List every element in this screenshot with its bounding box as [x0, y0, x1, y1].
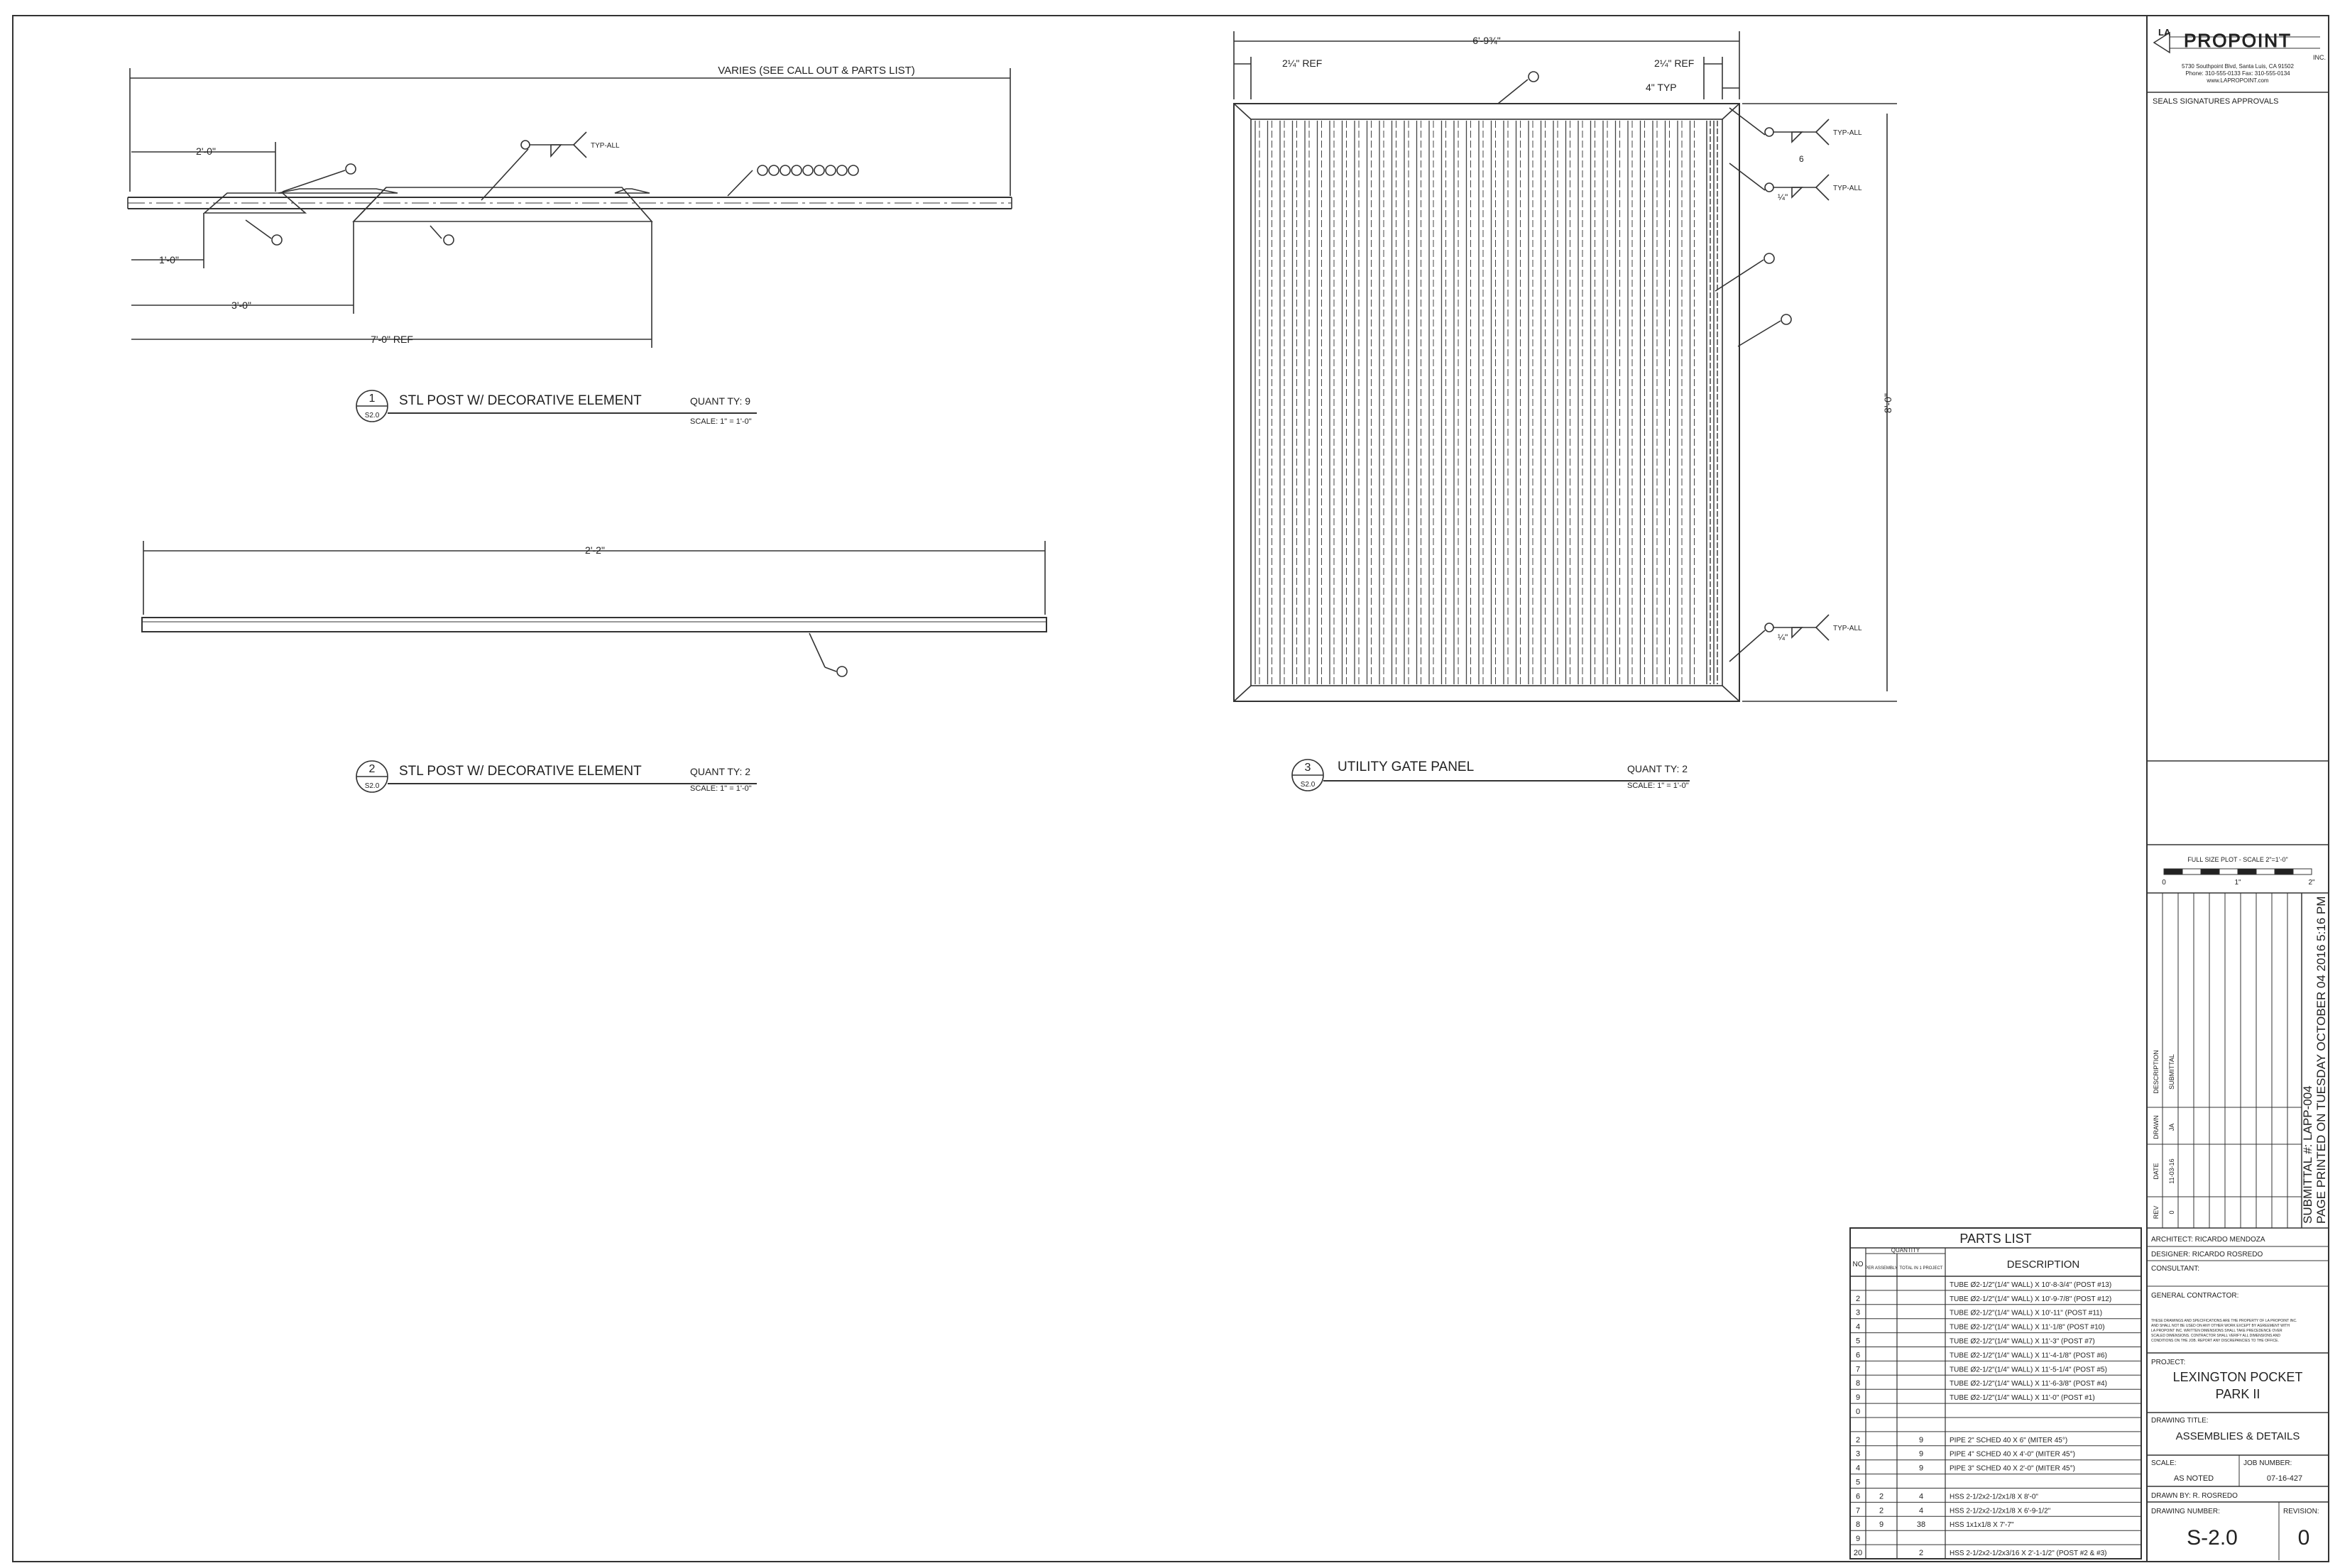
- parts-cell-total: 9: [1918, 1464, 1924, 1473]
- designer-line: DESIGNER: RICARDO ROSREDO: [2151, 1251, 2263, 1259]
- fine-print-2: AND SHALL NOT BE USED ON ANY OTHER WORK EXCEPT BY AGREEMENT WITH: [2151, 1324, 2290, 1328]
- parts-cell-no: 7: [1855, 1506, 1861, 1515]
- parts-cell-per: 2: [1879, 1492, 1884, 1501]
- detail-1-number: 1: [368, 393, 376, 405]
- parts-cell-total: 4: [1918, 1506, 1924, 1515]
- detail-3-height-dim: 8'-0": [1882, 393, 1893, 413]
- parts-cell-desc: TUBE Ø2-1/2"(1/4" WALL) X 11'-5-1/4" (POST #5): [1950, 1366, 2107, 1374]
- detail-3-ref-left: 2¼" REF: [1282, 57, 1323, 69]
- parts-cell-desc: TUBE Ø2-1/2"(1/4" WALL) X 11'-3" (POST #7): [1950, 1337, 2095, 1346]
- parts-cell-no: 7: [1855, 1365, 1861, 1374]
- parts-cell-desc: TUBE Ø2-1/2"(1/4" WALL) X 11'-1/8" (POST #10): [1950, 1323, 2105, 1332]
- revision-header-by: DRAWN: [2153, 1115, 2160, 1139]
- detail-3-weld-note-1: TYP-ALL: [1833, 129, 1862, 137]
- parts-cell-per: 9: [1879, 1520, 1884, 1530]
- scale-value: AS NOTED: [2173, 1474, 2214, 1483]
- detail-3-weld-note-3: TYP-ALL: [1833, 625, 1862, 632]
- drawing-number: S-2.0: [2187, 1526, 2238, 1550]
- project-label: PROJECT:: [2151, 1359, 2186, 1366]
- parts-cell-desc: TUBE Ø2-1/2"(1/4" WALL) X 10'-9-7/8" (POST #12): [1950, 1295, 2112, 1303]
- parts-cell-desc: HSS 2-1/2x2-1/2x1/8 X 6'-9-1/2": [1950, 1507, 2051, 1515]
- drawing-title: ASSEMBLIES & DETAILS: [2175, 1430, 2300, 1442]
- parts-cell-total: 9: [1918, 1449, 1924, 1459]
- detail-3-typ-dim: 4" TYP: [1646, 82, 1677, 93]
- project-name-line-2: PARK II: [2215, 1387, 2260, 1401]
- detail-2-quantity: QUANT TY: 2: [690, 766, 751, 777]
- parts-cell-no: 5: [1855, 1478, 1861, 1487]
- detail-1-overall-dim: VARIES (SEE CALL OUT & PARTS LIST): [718, 65, 915, 77]
- parts-header-total: TOTAL IN 1 PROJECT: [1899, 1266, 1943, 1271]
- parts-cell-desc: HSS 2-1/2x2-1/2x1/8 X 8'-0": [1950, 1493, 2038, 1501]
- detail-3-ref-right: 2¼" REF: [1654, 57, 1695, 69]
- fine-print-4: SCALED DIMENSIONS. CONTRACTOR SHALL VERIFY ALL DIMENSIONS AND: [2151, 1334, 2280, 1338]
- parts-cell-no: 6: [1855, 1351, 1861, 1360]
- parts-cell-desc: TUBE Ø2-1/2"(1/4" WALL) X 11'-6-3/8" (POST #4): [1950, 1380, 2107, 1388]
- parts-cell-total: 4: [1918, 1492, 1924, 1501]
- parts-cell-desc: TUBE Ø2-1/2"(1/4" WALL) X 10'-8-3/4" (POST #13): [1950, 1281, 2112, 1289]
- parts-cell-total: 2: [1918, 1549, 1924, 1557]
- detail-3-sheet-ref: S2.0: [1300, 781, 1316, 789]
- parts-header-quantity: QUANTITY: [1891, 1247, 1920, 1254]
- detail-1-dim-3ft: 3'-0": [231, 300, 251, 311]
- project-name-line-1: LEXINGTON POCKET: [2172, 1370, 2303, 1384]
- submittal-stamp: SUBMITTAL #: LAPP-004: [2301, 1085, 2314, 1224]
- detail-2-drawing: [142, 541, 1046, 792]
- logo-propoint: PROPOINT: [2184, 30, 2292, 51]
- scale-tick-2: 2": [2308, 879, 2315, 887]
- parts-cell-no: 8: [1855, 1520, 1861, 1530]
- parts-cell-desc: HSS 1x1x1/8 X 7'-7": [1950, 1521, 2014, 1530]
- detail-1-dim-7ft: 7'-0" REF: [371, 334, 413, 345]
- general-contractor-line: GENERAL CONTRACTOR:: [2151, 1292, 2239, 1300]
- detail-1-drawing: [128, 68, 1012, 422]
- revision-desc-value: SUBMITTAL: [2168, 1054, 2175, 1090]
- parts-header-per: PER ASSEMBLY: [1865, 1266, 1898, 1271]
- detail-1-sheet-ref: S2.0: [364, 412, 380, 420]
- detail-3-width-dim: 6'-9¾": [1472, 35, 1501, 46]
- parts-cell-desc: PIPE 2" SCHED 40 X 6" (MITER 45°): [1950, 1436, 2068, 1444]
- parts-cell-no: 4: [1855, 1464, 1861, 1473]
- parts-cell-no: 2: [1855, 1435, 1861, 1444]
- detail-3-weld-size: 6: [1799, 154, 1804, 164]
- parts-header-description: DESCRIPTION: [2006, 1259, 2080, 1271]
- parts-cell-total: 9: [1918, 1435, 1924, 1444]
- parts-cell-no: 3: [1855, 1308, 1861, 1317]
- parts-cell-no: 9: [1855, 1535, 1861, 1544]
- printed-stamp: PAGE PRINTED ON TUESDAY OCTOBER 04 2016 5:16 PM: [2314, 896, 2328, 1224]
- detail-2-title: STL POST W/ DECORATIVE ELEMENT: [399, 764, 642, 779]
- parts-rows: [1854, 1281, 2111, 1557]
- drawn-by-line: DRAWN BY: R. ROSREDO: [2151, 1492, 2238, 1500]
- parts-cell-desc: PIPE 4" SCHED 40 X 4'-0" (MITER 45°): [1950, 1450, 2075, 1459]
- parts-cell-total: 38: [1916, 1520, 1926, 1530]
- revision-by-value: JA: [2168, 1123, 2175, 1131]
- detail-2-number: 2: [368, 763, 376, 775]
- drawing-title-label: DRAWING TITLE:: [2151, 1417, 2209, 1425]
- seals-label: SEALS SIGNATURES APPROVALS: [2153, 97, 2279, 106]
- detail-3-scale: SCALE: 1" = 1'-0": [1627, 782, 1689, 790]
- parts-cell-no: 8: [1855, 1379, 1861, 1388]
- parts-cell-no: 0: [1855, 1408, 1861, 1416]
- scale-bar-caption: FULL SIZE PLOT - SCALE 2"=1'-0": [2187, 856, 2288, 863]
- parts-cell-no: 2: [1855, 1294, 1861, 1303]
- detail-3-quantity: QUANT TY: 2: [1627, 763, 1688, 774]
- revision-header-rev: REV: [2153, 1205, 2160, 1219]
- architect-line: ARCHITECT: RICARDO MENDOZA: [2151, 1236, 2265, 1244]
- job-number-value: 07-16-427: [2266, 1474, 2303, 1483]
- detail-1-dim-2ft: 2'-0": [196, 146, 216, 157]
- revision-date-value: 11-03-16: [2168, 1158, 2175, 1184]
- parts-cell-desc: HSS 2-1/2x2-1/2x3/16 X 2'-1-1/2" (POST #2 & #3): [1950, 1550, 2107, 1557]
- revision-value: 0: [2297, 1526, 2310, 1550]
- detail-3-fillet-a: ¼": [1778, 192, 1788, 202]
- parts-cell-no: 20: [1853, 1549, 1863, 1557]
- revision-header-date: DATE: [2153, 1163, 2160, 1180]
- parts-cell-desc: TUBE Ø2-1/2"(1/4" WALL) X 10'-11" (POST #11): [1950, 1309, 2103, 1317]
- gate-pickets: [1255, 121, 1717, 684]
- revision-rev-value: 0: [2168, 1210, 2175, 1215]
- company-line-3: www.LAPROPOINT.com: [2207, 77, 2269, 84]
- detail-2-scale: SCALE: 1" = 1'-0": [690, 784, 752, 793]
- detail-1-quantity: QUANT TY: 9: [690, 395, 751, 407]
- detail-1-dim-1ft: 1'-0": [159, 254, 179, 265]
- parts-cell-no: 4: [1855, 1322, 1861, 1332]
- parts-header-no: NO: [1852, 1261, 1864, 1268]
- drawing-number-label: DRAWING NUMBER:: [2151, 1508, 2220, 1515]
- parts-cell-per: 2: [1879, 1506, 1884, 1515]
- detail-3-title: UTILITY GATE PANEL: [1338, 760, 1475, 774]
- company-line-2: Phone: 310-555-0133 Fax: 310-555-0134: [2185, 70, 2290, 77]
- parts-cell-desc: TUBE Ø2-1/2"(1/4" WALL) X 11'-4-1/8" (POST #6): [1950, 1352, 2107, 1360]
- scale-label: SCALE:: [2151, 1459, 2177, 1467]
- detail-1-scale: SCALE: 1" = 1'-0": [690, 417, 752, 426]
- parts-list-title: PARTS LIST: [1959, 1232, 2032, 1246]
- scale-tick-1: 1": [2234, 879, 2241, 887]
- logo-inc: INC.: [2313, 54, 2326, 61]
- detail-1-title: STL POST W/ DECORATIVE ELEMENT: [399, 393, 642, 408]
- consultant-line: CONSULTANT:: [2151, 1265, 2199, 1273]
- fine-print-1: THESE DRAWINGS AND SPECIFICATIONS ARE THE PROPERTY OF LA PROPOINT INC.: [2151, 1319, 2297, 1323]
- parts-cell-no: 5: [1855, 1337, 1861, 1346]
- detail-3-fillet-b: ¼": [1778, 632, 1788, 642]
- parts-cell-no: 9: [1855, 1393, 1861, 1403]
- job-number-label: JOB NUMBER:: [2243, 1459, 2292, 1467]
- detail-3-number: 3: [1304, 762, 1311, 774]
- fine-print-3: LA PROPOINT INC. WRITTEN DIMENSIONS SHALL TAKE PRECEDENCE OVER: [2151, 1329, 2282, 1333]
- detail-3-weld-note-2: TYP-ALL: [1833, 185, 1862, 192]
- revision-label: REVISION:: [2283, 1508, 2319, 1515]
- parts-cell-desc: PIPE 3" SCHED 40 X 2'-0" (MITER 45°): [1950, 1464, 2075, 1473]
- detail-2-overall-dim: 2'-2": [585, 544, 605, 556]
- fine-print-5: CONDITIONS ON THE JOB. REPORT ANY DISCREPANCIES TO THE OFFICE.: [2151, 1339, 2279, 1343]
- parts-cell-no: 3: [1855, 1449, 1861, 1459]
- parts-cell-desc: TUBE Ø2-1/2"(1/4" WALL) X 11'-0" (POST #1): [1950, 1394, 2095, 1403]
- detail-1-weld-note: TYP-ALL: [591, 142, 620, 150]
- logo-la: LA: [2158, 27, 2171, 38]
- parts-cell-no: 6: [1855, 1492, 1861, 1501]
- scale-tick-0: 0: [2162, 879, 2166, 887]
- parts-list-table: [1850, 1228, 2141, 1559]
- detail-2-sheet-ref: S2.0: [364, 782, 380, 790]
- revision-header-desc: DESCRIPTION: [2153, 1050, 2160, 1094]
- company-line-1: 5730 Southpoint Blvd, Santa Luis, CA 91502: [2182, 63, 2294, 70]
